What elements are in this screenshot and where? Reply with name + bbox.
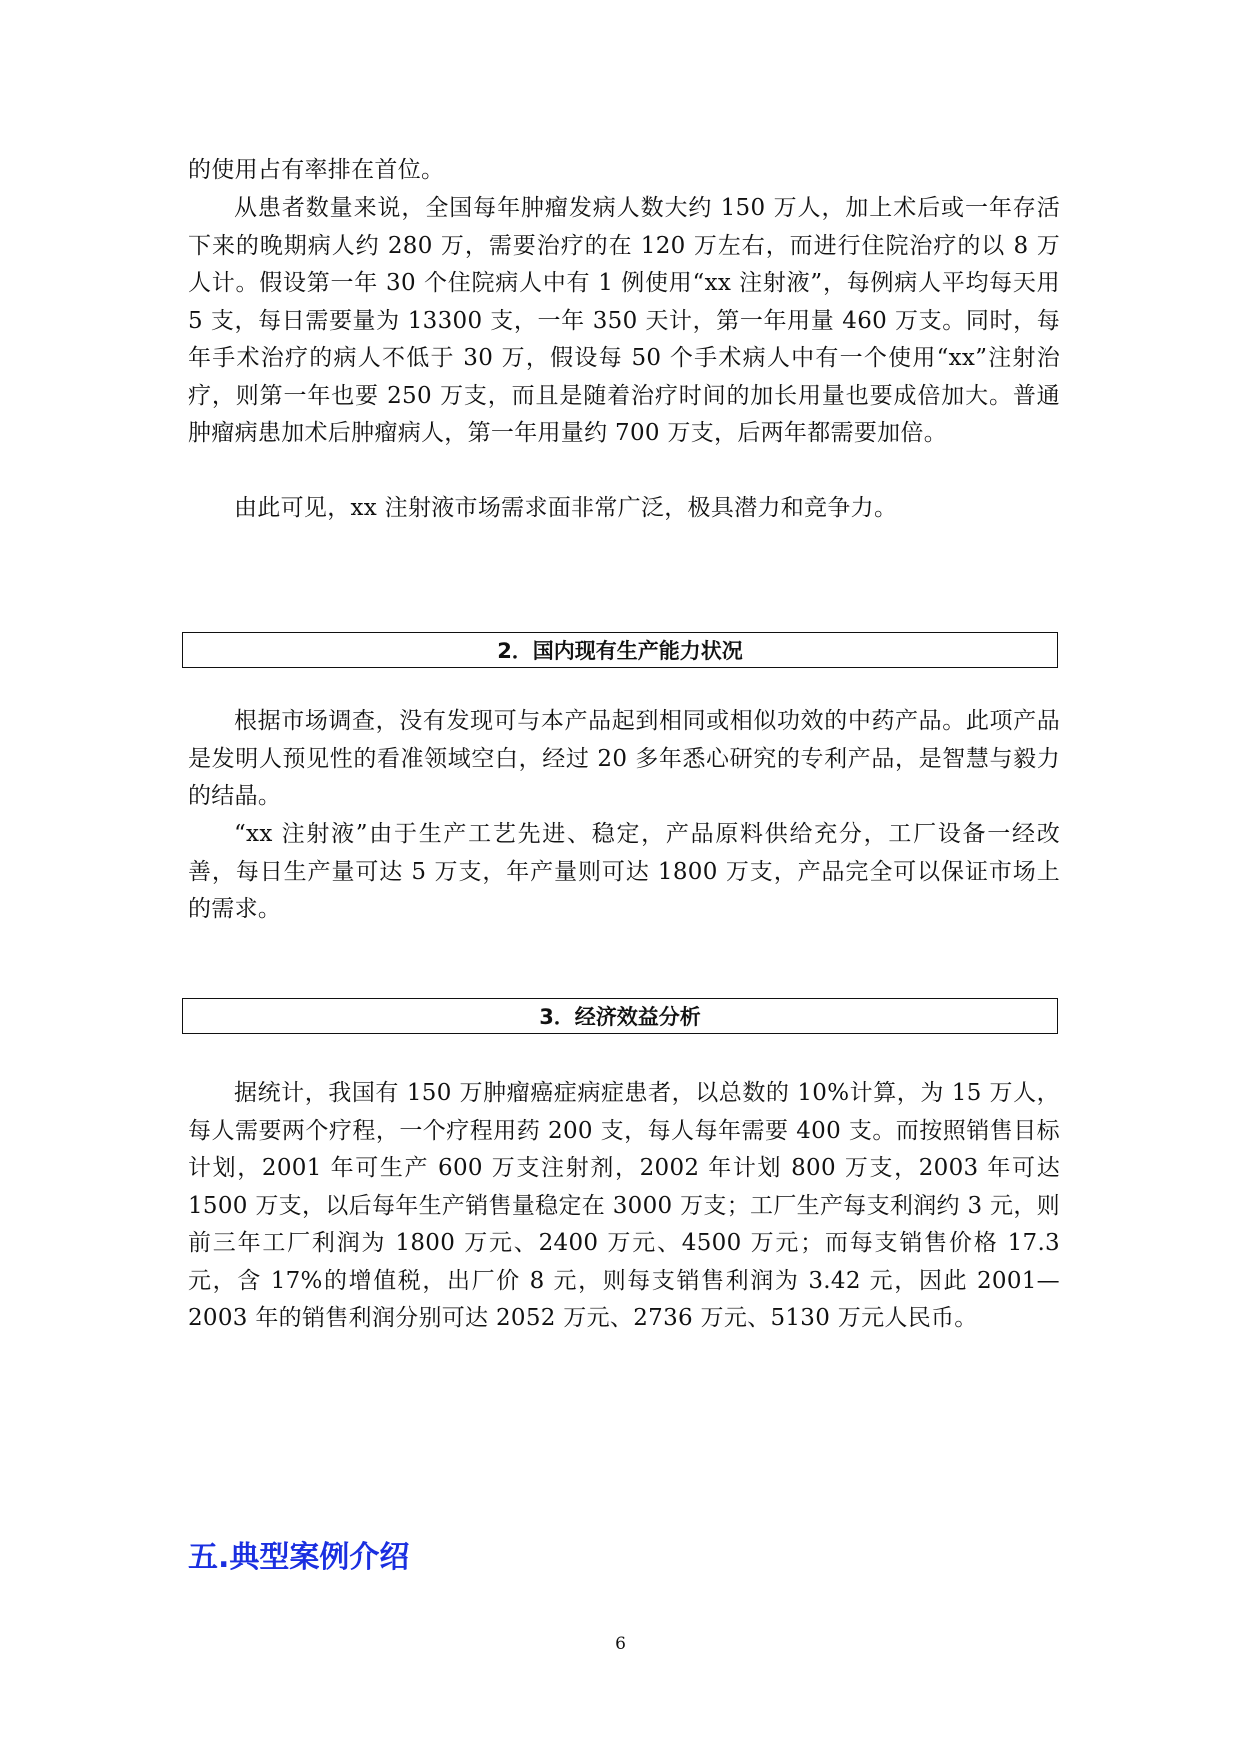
paragraph-economic-analysis: 据统计，我国有 150 万肿瘤癌症病症患者，以总数的 10%计算，为 15 万人，每人需要两个疗程，一个疗程用药 200 支，每人每年需要 400 支。而按照销售目标计划，2001 年可生产 600 万支注射剂，2002 年计划 800 万支，2003 年可达 1500 万支，以后每年生产销售量稳定在 3000 万支；工厂生产每支利润约 3 元，则前三年工厂利润为 1800 万元、2400 万元、4500 万元；而每支销售价格 17.3 元，含 17%的增值税，出厂价 8 元，则每支销售利润为 3.42 元，因此 2001—2003 年的销售利润分别可达 2052 万元、2736 万元、5130 万元人民币。 bbox=[188, 1080, 1060, 1331]
section-heading-production-capacity: 2．国内现有生产能力状况 bbox=[182, 632, 1058, 668]
paragraph-patient-count: 从患者数量来说，全国每年肿瘤发病人数大约 150 万人，加上术后或一年存活下来的晚期病人约 280 万，需要治疗的在 120 万左右，而进行住院治疗的以 8 万人计。假设第一年 30 个住院病人中有 1 例使用“xx 注射液”，每例病人平均每天用 5 支，每日需要量为 13300 支，一年 350 天计，第一年用量 460 万支。同时，每年手术治疗的病人不低于 30 万，假设每 50 个手术病人中有一个使用“xx”注射治疗，则第一年也要 250 万支，而且是随着治疗时间的加长用量也要成倍加大。普通肿瘤病患加术后肿瘤病人，第一年用量约 700 万支，后两年都需要加倍。 bbox=[188, 195, 1060, 446]
paragraph-production-output: “xx 注射液”由于生产工艺先进、稳定，产品原料供给充分，工厂设备一经改善，每日生产量可达 5 万支，年产量则可达 1800 万支，产品完全可以保证市场上的需求。 bbox=[188, 821, 1060, 922]
chapter-title: 五.典型案例介绍 bbox=[188, 1540, 410, 1575]
paragraph-conclusion: 由此可见，xx 注射液市场需求面非常广泛，极具潜力和竞争力。 bbox=[234, 495, 898, 521]
page-number: 6 bbox=[615, 1634, 626, 1654]
paragraph-continuation: 的使用占有率排在首位。 bbox=[188, 157, 445, 183]
section-heading-economic-analysis: 3．经济效益分析 bbox=[182, 998, 1058, 1034]
paragraph-market-survey: 根据市场调查，没有发现可与本产品起到相同或相似功效的中药产品。此项产品是发明人预见性的看准领域空白，经过 20 多年悉心研究的专利产品，是智慧与毅力的结晶。 bbox=[188, 708, 1060, 809]
